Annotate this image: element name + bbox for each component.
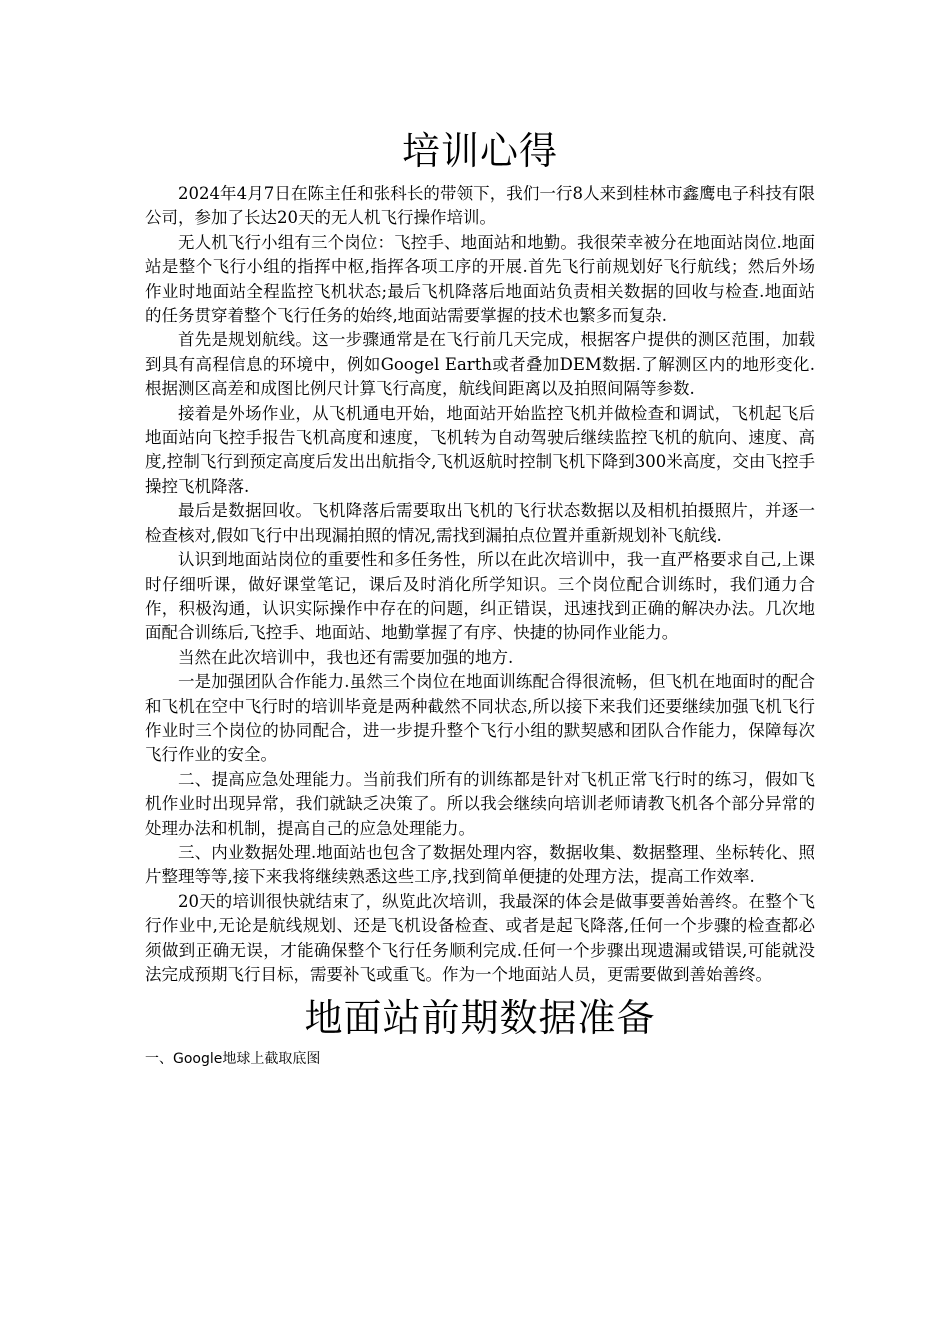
- paragraph-2: 无人机飞行小组有三个岗位：飞控手、地面站和地勤。我很荣幸被分在地面站岗位.地面站是整个飞行小组的指挥中枢,指挥各项工序的开展.首先飞行前规划好飞行航线；然后外场作业时地面站全程监控飞机状态;最后飞机降落后地面站负责相关数据的回收与检查.地面站的任务贯穿着整个飞行任务的始终,地面站需要掌握的技术也繁多而复杂.: [145, 232, 815, 326]
- section-title: 地面站前期数据准备: [304, 996, 656, 1041]
- paragraph-5: 最后是数据回收。飞机降落后需要取出飞机的飞行状态数据以及相机拍摄照片，并逐一检查核对,假如飞行中出现漏拍照的情况,需找到漏拍点位置并重新规划补飞航线.: [145, 501, 815, 545]
- paragraph-9: 二、提高应急处理能力。当前我们所有的训练都是针对飞机正常飞行时的练习，假如飞机作业时出现异常，我们就缺乏决策了。所以我会继续向培训老师请教飞机各个部分异常的处理办法和机制，提高自己的应急处理能力。: [145, 769, 815, 838]
- document-page: [145, 120, 815, 1069]
- paragraph-3: 首先是规划航线。这一步骤通常是在飞行前几天完成，根据客户提供的测区范围，加载到具有高程信息的环境中，例如Googel Earth或者叠加DEM数据.了解测区内的地形变化.根据测区高差和成图比例尺计算飞行高度，航线间距离以及拍照间隔等参数.: [145, 330, 815, 399]
- paragraph-4: 接着是外场作业，从飞机通电开始，地面站开始监控飞机并做检查和调试，飞机起飞后地面站向飞控手报告飞机高度和速度，飞机转为自动驾驶后继续监控飞机的航向、速度、高度,控制飞行到预定高度后发出出航指令,飞机返航时控制飞机下降到300米高度，交由飞控手操控飞机降落.: [145, 403, 815, 496]
- paragraph-11: 20天的培训很快就结束了，纵览此次培训，我最深的体会是做事要善始善终。在整个飞行作业中,无论是航线规划、还是飞机设备检查、或者是起飞降落,任何一个步骤的检查都必须做到正确无误，才能确保整个飞行任务顺利完成.任何一个步骤出现遗漏或错误,可能就没法完成预期飞行目标，需要补飞或重飞。作为一个地面站人员，更需要做到善始善终。: [145, 891, 815, 984]
- paragraph-1: 2024年4月7日在陈主任和张科长的带领下，我们一行8人来到桂林市鑫鹰电子科技有限公司，参加了长达20天的无人机飞行操作培训。: [145, 184, 815, 228]
- paragraph-6: 认识到地面站岗位的重要性和多任务性，所以在此次培训中，我一直严格要求自己,上课时仔细听课，做好课堂笔记，课后及时消化所学知识。三个岗位配合训练时，我们通力合作，积极沟通，认识实际操作中存在的问题，纠正错误，迅速找到正确的解决办法。几次地面配合训练后,飞控手、地面站、地勤掌握了有序、快捷的协同作业能力。: [145, 550, 815, 643]
- paragraph-7: 当然在此次培训中，我也还有需要加强的地方.: [178, 647, 514, 667]
- paragraph-8: 一是加强团队合作能力.虽然三个岗位在地面训练配合得很流畅，但飞机在地面时的配合和飞机在空中飞行时的培训毕竟是两种截然不同状态,所以接下来我们还要继续加强飞机飞行作业时三个岗位的协同配合，进一步提升整个飞行小组的默契感和团队合作能力，保障每次飞行作业的安全。: [145, 672, 815, 765]
- paragraph-10: 三、内业数据处理.地面站也包含了数据处理内容，数据收集、数据整理、坐标转化、照片整理等等,接下来我将继续熟悉这些工序,找到简单便捷的处理方法，提高工作效率.: [145, 842, 815, 887]
- section-subheading: 一、Google地球上截取底图: [145, 1051, 321, 1068]
- document-title: 培训心得: [401, 129, 558, 173]
